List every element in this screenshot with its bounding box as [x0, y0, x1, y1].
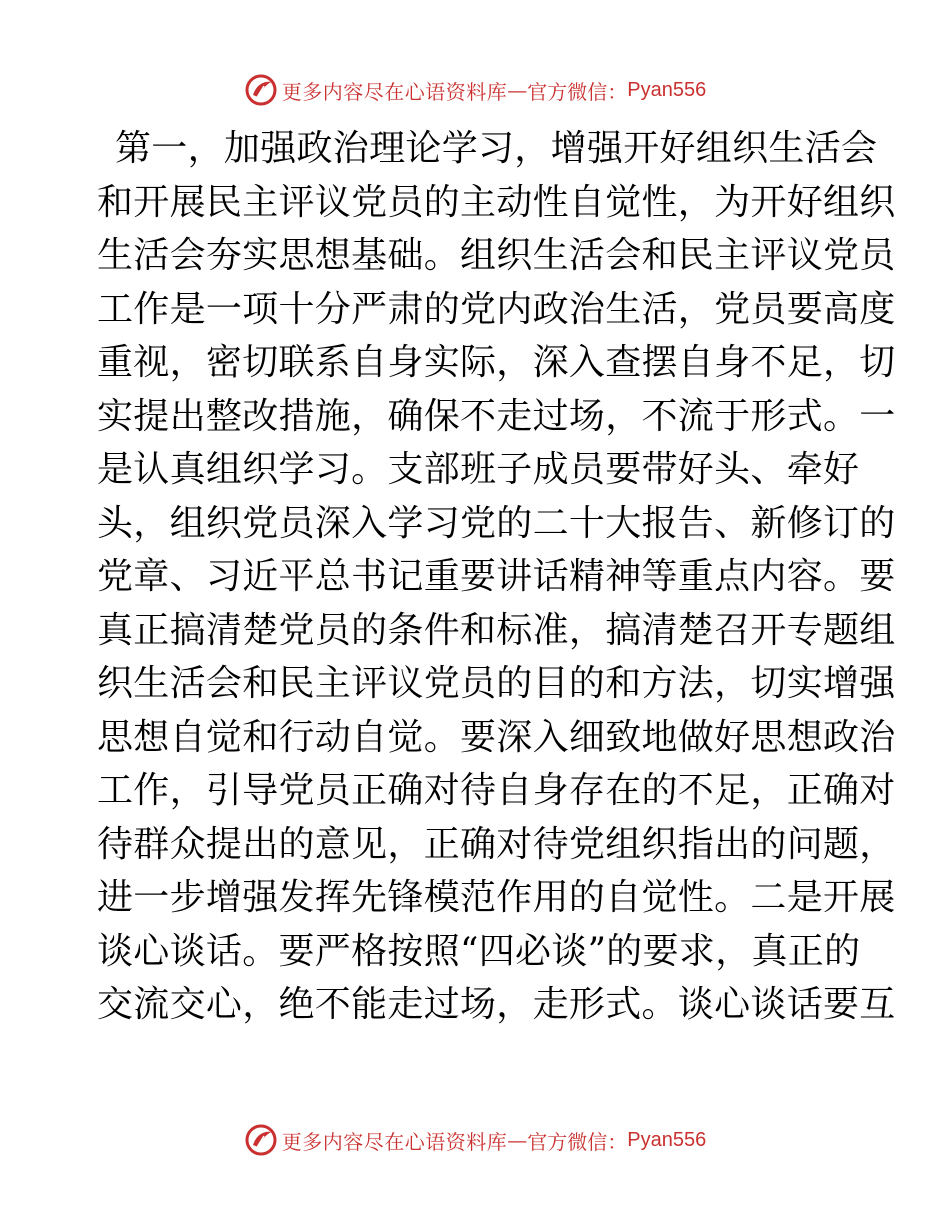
- banner-wechat-label: 官方微信：: [527, 79, 628, 104]
- banner-separator: —: [507, 78, 528, 102]
- text-line: 是认真组织学习。支部班子成员要带好头、牵好: [97, 449, 860, 490]
- header-banner: [0, 70, 950, 110]
- text-line: 织生活会和民主评议党员的目的和方法，切实增强: [97, 663, 896, 704]
- banner-wechat-label: 官方微信：: [527, 1129, 628, 1154]
- text-line: 交流交心，绝不能走过场，走形式。谈心谈话要互: [97, 984, 896, 1025]
- banner-slogan: 更多内容尽在心语资料库: [281, 79, 508, 104]
- text-line: 和开展民主评议党员的主动性自觉性，为开好组织: [97, 181, 896, 223]
- text-line: 工作是一项十分严肃的党内政治生活，党员要高度: [97, 288, 896, 330]
- text-line: 谈心谈话。要严格按照“四必谈”的要求，真正的: [97, 930, 861, 972]
- text-line: 真正搞清楚党员的条件和标准，搞清楚召开专题组: [97, 609, 896, 651]
- text-line: 重视，密切联系自身实际，深入查摆自身不足，切: [97, 342, 896, 383]
- text-line: 思想自觉和行动自觉。要深入细致地做好思想政治: [97, 716, 896, 758]
- text-line: 工作，引导党员正确对待自身存在的不足，正确对: [97, 770, 896, 811]
- text-line: 第一，加强政治理论学习，增强开好组织生活会: [115, 128, 878, 169]
- brand-logo-icon: [244, 1123, 278, 1157]
- text-line: 实提出整改措施，确保不走过场，不流于形式。一: [97, 395, 896, 437]
- body-paragraph: [97, 122, 896, 1032]
- banner-wechat-id: Pyan556: [627, 78, 707, 101]
- banner-separator: —: [507, 1128, 528, 1152]
- text-line: 进一步增强发挥先锋模范作用的自觉性。二是开展: [97, 877, 896, 918]
- text-line: 头，组织党员深入学习党的二十大报告、新修订的: [97, 502, 896, 544]
- footer-banner: [0, 1120, 950, 1160]
- banner-slogan: 更多内容尽在心语资料库: [281, 1129, 508, 1154]
- text-line: 生活会夯实思想基础。组织生活会和民主评议党员: [97, 235, 896, 276]
- text-line: 党章、习近平总书记重要讲话精神等重点内容。要: [97, 556, 896, 597]
- text-line: 待群众提出的意见，正确对待党组织指出的问题，: [97, 823, 896, 865]
- brand-logo-icon: [244, 73, 278, 107]
- banner-wechat-id: Pyan556: [627, 1128, 707, 1151]
